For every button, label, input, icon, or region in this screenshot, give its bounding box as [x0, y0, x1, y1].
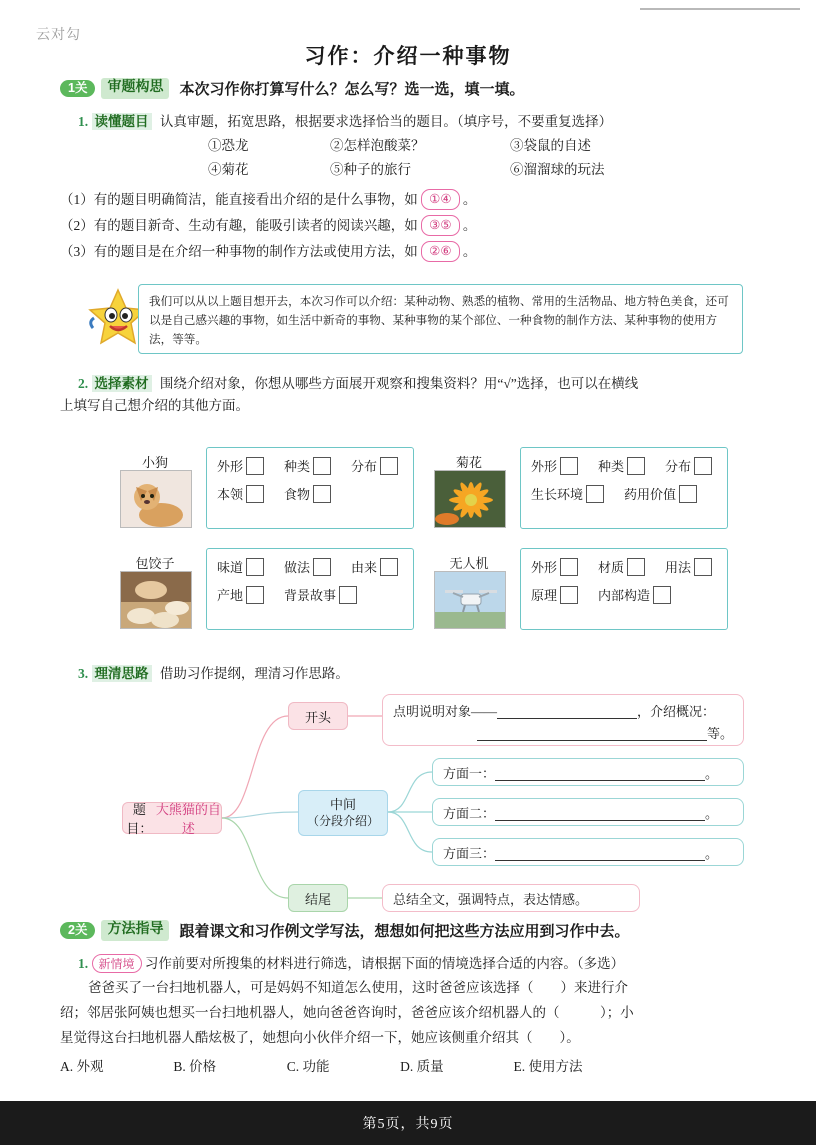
option-checkbox[interactable] — [653, 586, 671, 604]
begin-blank-2[interactable] — [477, 726, 707, 741]
choice-e[interactable]: E. 使用方法 — [513, 1059, 583, 1074]
material-options-drone — [520, 548, 728, 630]
answer-choices — [60, 1055, 583, 1075]
page-title: 习作：介绍一种事物 — [304, 44, 512, 68]
begin-text-b: ，介绍概况： — [637, 704, 716, 719]
option-item — [598, 585, 671, 604]
material-label-4: 无人机 — [449, 556, 489, 571]
option-label: 分布 — [665, 459, 692, 474]
option-item — [598, 557, 645, 576]
material-image-dumplings — [120, 571, 192, 629]
option-checkbox[interactable] — [246, 457, 264, 475]
step-3 — [78, 662, 349, 682]
aspect-2-label: 方面二： — [443, 806, 496, 821]
scenario-line-3: 星觉得这台扫地机器人酷炫极了，她想向小伙伴介绍一下，她应该侧重介绍其（ ）。 — [60, 1030, 580, 1045]
title-option-6: ⑥溜溜球的玩法 — [510, 162, 605, 177]
mindmap-begin-bubble — [382, 694, 744, 746]
mindmap-aspect-1 — [432, 758, 744, 786]
option-item — [217, 484, 264, 503]
question-2-text-b: 。 — [462, 218, 477, 233]
option-label: 由来 — [351, 560, 378, 575]
option-item — [665, 557, 712, 576]
mindmap-begin-node: 开头 — [288, 702, 348, 730]
question-1-text-b: 。 — [462, 192, 477, 207]
material-image-drone — [434, 571, 506, 629]
option-label: 外形 — [531, 560, 558, 575]
choice-d[interactable]: D. 质量 — [400, 1059, 444, 1074]
option-item — [351, 557, 398, 576]
option-checkbox[interactable] — [627, 558, 645, 576]
aspect-3-label: 方面三： — [443, 846, 496, 861]
option-label: 材质 — [598, 560, 625, 575]
option-label: 食物 — [284, 487, 311, 502]
option-checkbox[interactable] — [694, 457, 712, 475]
section-2-number: 2关 — [60, 922, 95, 940]
mindmap-topic-node — [122, 802, 222, 834]
option-row — [217, 484, 403, 503]
begin-blank-1[interactable] — [497, 704, 637, 719]
aspect-1-label: 方面一： — [443, 766, 496, 781]
begin-text-a: 点明说明对象—— — [393, 704, 498, 719]
option-checkbox[interactable] — [380, 558, 398, 576]
aspect-3-blank[interactable] — [495, 846, 705, 861]
option-item — [531, 456, 578, 475]
question-3 — [60, 242, 476, 263]
question-3-text-b: 。 — [462, 244, 477, 259]
mindmap-end-node: 结尾 — [288, 884, 348, 912]
section-1-header — [60, 78, 524, 99]
step-4-badge: 新情境 — [92, 954, 142, 973]
option-item — [284, 557, 331, 576]
material-options-dog — [206, 447, 414, 529]
question-1-text-a: （1）有的题目明确简洁，能直接看出介绍的是什么事物，如 — [60, 192, 418, 207]
aspect-3-period: 。 — [705, 846, 719, 861]
mindmap-topic-value[interactable]: 大熊猫的自述 — [155, 802, 221, 836]
material-image-dog — [120, 470, 192, 528]
choice-b[interactable]: B. 价格 — [173, 1059, 217, 1074]
option-item — [665, 456, 712, 475]
option-row — [531, 456, 717, 475]
question-2-answer[interactable]: ③⑤ — [421, 215, 459, 236]
step-2-label: 选择素材 — [92, 375, 152, 392]
option-item — [284, 585, 357, 604]
choice-a[interactable]: A. 外观 — [60, 1059, 104, 1074]
aspect-2-period: 。 — [705, 806, 719, 821]
step-2 — [78, 372, 638, 392]
option-checkbox[interactable] — [313, 558, 331, 576]
option-row — [531, 484, 717, 503]
option-label: 原理 — [531, 588, 558, 603]
option-checkbox[interactable] — [586, 485, 604, 503]
option-row — [217, 585, 403, 604]
step-3-number: 3. — [78, 666, 89, 681]
page-footer: 第5页，共9页 — [0, 1101, 816, 1145]
mindmap-end-bubble: 总结全文，强调特点，表达情感。 — [382, 884, 640, 912]
option-label: 外形 — [531, 459, 558, 474]
aspect-1-period: 。 — [705, 766, 719, 781]
question-2-text-a: （2）有的题目新奇、生动有趣，能吸引读者的阅读兴趣，如 — [60, 218, 418, 233]
option-checkbox[interactable] — [560, 457, 578, 475]
mindmap-aspect-3 — [432, 838, 744, 866]
section-2-text: 跟着课文和习作例文学写法，想想如何把这些方法应用到习作中去。 — [179, 924, 630, 940]
step-1-number: 1. — [78, 114, 89, 129]
option-label: 味道 — [217, 560, 244, 575]
watermark: 云对勾 — [36, 28, 81, 43]
step-4 — [78, 952, 624, 973]
step-2-number: 2. — [78, 376, 89, 391]
option-row — [217, 557, 403, 576]
option-checkbox[interactable] — [246, 586, 264, 604]
section-2-tag: 方法指导 — [101, 920, 169, 941]
option-label: 药用价值 — [624, 487, 677, 502]
material-label-3: 包饺子 — [135, 556, 175, 571]
option-item — [531, 585, 578, 604]
option-item — [284, 484, 331, 503]
question-1 — [60, 190, 476, 211]
option-checkbox[interactable] — [679, 485, 697, 503]
option-checkbox[interactable] — [627, 457, 645, 475]
step-3-label: 理清思路 — [92, 665, 152, 682]
option-item — [624, 484, 697, 503]
section-1-number: 1关 — [60, 80, 95, 98]
option-checkbox[interactable] — [246, 558, 264, 576]
option-row — [531, 585, 717, 604]
material-label-2: 菊花 — [455, 455, 482, 470]
option-label: 外形 — [217, 459, 244, 474]
mindmap-aspect-2 — [432, 798, 744, 826]
question-2 — [60, 216, 476, 237]
step-2-text-line2: 上填写自己想介绍的其他方面。 — [60, 398, 249, 413]
material-image-chrysanthemum — [434, 470, 506, 528]
option-checkbox[interactable] — [313, 457, 331, 475]
step-4-number: 1. — [78, 956, 89, 971]
question-1-answer[interactable]: ①④ — [421, 189, 459, 210]
option-label: 用法 — [665, 560, 692, 575]
top-rule — [640, 8, 800, 10]
option-checkbox[interactable] — [339, 586, 357, 604]
option-item — [531, 557, 578, 576]
material-label-1: 小狗 — [141, 455, 168, 470]
option-checkbox[interactable] — [246, 485, 264, 503]
mindmap-middle-label: 中间 — [329, 797, 356, 813]
step-1-text: 认真审题，拓宽思路，根据要求选择恰当的题目。（填序号，不要重复选择） — [159, 114, 613, 129]
option-label: 分布 — [351, 459, 378, 474]
scenario-line-2: 绍；邻居张阿姨也想买一台扫地机器人，她向爸爸咨询时，爸爸应该介绍机器人的（ ）；小 — [60, 1005, 634, 1020]
option-item — [284, 456, 331, 475]
option-row — [531, 557, 717, 576]
question-3-text-a: （3）有的题目是在介绍一种事物的制作方法或使用方法，如 — [60, 244, 418, 259]
step-2-text: 围绕介绍对象，你想从哪些方面展开观察和搜集资料？用“√”选择，也可以在横线 — [159, 376, 639, 391]
title-option-1: ①恐龙 — [208, 138, 249, 153]
option-item — [217, 456, 264, 475]
choice-c[interactable]: C. 功能 — [286, 1059, 330, 1074]
question-3-answer[interactable]: ②⑥ — [421, 241, 459, 262]
tip-box: 我们可以从以上题目想开去，本次习作可以介绍：某种动物、熟悉的植物、常用的生活物品、地方特色美食，还可以是自己感兴趣的事物，如生活中新奇的事物、某种事物的某个部位、一种食物的制作方法、某种事物的使用方法，等等。 — [138, 284, 743, 354]
section-2-header — [60, 920, 629, 941]
option-label: 生长环境 — [531, 487, 584, 502]
option-checkbox[interactable] — [313, 485, 331, 503]
option-item — [531, 484, 604, 503]
option-item — [217, 557, 264, 576]
aspect-2-blank[interactable] — [495, 806, 705, 821]
mindmap-middle-node — [298, 790, 388, 836]
mindmap-middle-sub: （分段介绍） — [306, 813, 379, 828]
title-option-3: ③袋鼠的自述 — [510, 138, 591, 153]
section-1-tag: 审题构思 — [101, 78, 169, 99]
option-label: 背景故事 — [284, 588, 337, 603]
option-label: 种类 — [598, 459, 625, 474]
step-1-label: 读懂题目 — [92, 113, 152, 130]
mindmap-topic-label: 题目： — [126, 802, 153, 836]
option-label: 做法 — [284, 560, 311, 575]
title-option-4: ④菊花 — [208, 162, 249, 177]
option-checkbox[interactable] — [694, 558, 712, 576]
step-3-text: 借助习作提纲，理清习作思路。 — [159, 666, 349, 681]
title-option-5: ⑤种子的旅行 — [330, 162, 411, 177]
step-1 — [78, 110, 612, 130]
option-label: 种类 — [284, 459, 311, 474]
material-options-chrysanthemum — [520, 447, 728, 529]
option-checkbox[interactable] — [560, 586, 578, 604]
option-checkbox[interactable] — [380, 457, 398, 475]
material-options-dumplings — [206, 548, 414, 630]
aspect-1-blank[interactable] — [495, 766, 705, 781]
option-label: 产地 — [217, 588, 244, 603]
option-checkbox[interactable] — [560, 558, 578, 576]
option-label: 内部构造 — [598, 588, 651, 603]
option-row — [217, 456, 403, 475]
section-1-text: 本次习作你打算写什么？怎么写？选一选，填一填。 — [179, 82, 525, 98]
option-label: 本领 — [217, 487, 244, 502]
option-item — [351, 456, 398, 475]
step-4-text: 习作前要对所搜集的材料进行筛选，请根据下面的情境选择合适的内容。（多选） — [144, 956, 625, 971]
scenario-line-1: 爸爸买了一台扫地机器人，可是妈妈不知道怎么使用，这时爸爸应该选择（ ）来进行介 — [88, 980, 628, 995]
option-item — [217, 585, 264, 604]
begin-text-c: 等。 — [706, 726, 733, 741]
title-option-2: ②怎样泡酸菜？ — [330, 138, 425, 153]
option-item — [598, 456, 645, 475]
